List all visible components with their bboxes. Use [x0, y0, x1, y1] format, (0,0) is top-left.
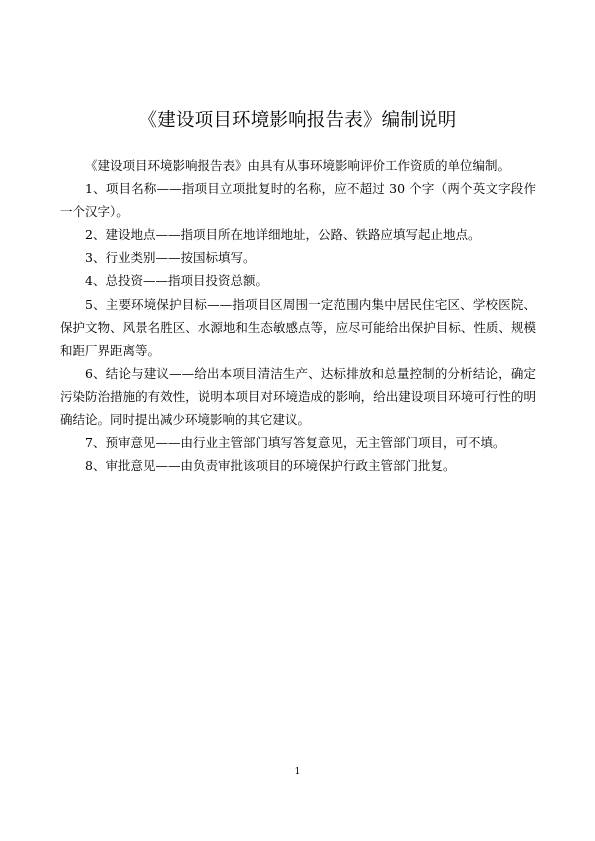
document-body — [60, 154, 536, 477]
item-total-investment: 4、总投资——指项目投资总额。 — [85, 273, 268, 289]
page-number: 1 — [294, 767, 301, 777]
item-preliminary-review: 7、预审意见——由行业主管部门填写答复意见，无主管部门项目，可不填。 — [85, 435, 506, 451]
item-protection-targets: 5、主要环境保护目标——指项目区周围一定范围内集中居民住宅区、学校医院、保护文物、风景名胜区、水源地和生态敏感点等，应尽可能给出保护目标、性质、规模和距厂界距离等。 — [60, 296, 536, 358]
intro-paragraph: 《建设项目环境影响报告表》由具有从事环境影响评价工作资质的单位编制。 — [85, 158, 511, 173]
item-project-name: 1、项目名称——指项目立项批复时的名称，应不超过 30 个字（两个英文字段作一个汉字）。 — [60, 181, 536, 220]
item-conclusions: 6、结论与建议——给出本项目清洁生产、达标排放和总量控制的分析结论，确定污染防治措施的有效性，说明本项目对环境造成的影响，给出建设项目环境可行性的明确结论。同时提出减少环境影响的其它建议。 — [60, 365, 536, 428]
item-construction-location: 2、建设地点——指项目所在地详细地址，公路、铁路应填写起止地点。 — [85, 227, 481, 243]
item-industry-category: 3、行业类别——按国标填写。 — [85, 250, 256, 266]
item-approval-opinion: 8、审批意见——由负责审批该项目的环境保护行政主管部门批复。 — [85, 458, 456, 474]
page-title: 《建设项目环境影响报告表》编制说明 — [138, 110, 457, 131]
